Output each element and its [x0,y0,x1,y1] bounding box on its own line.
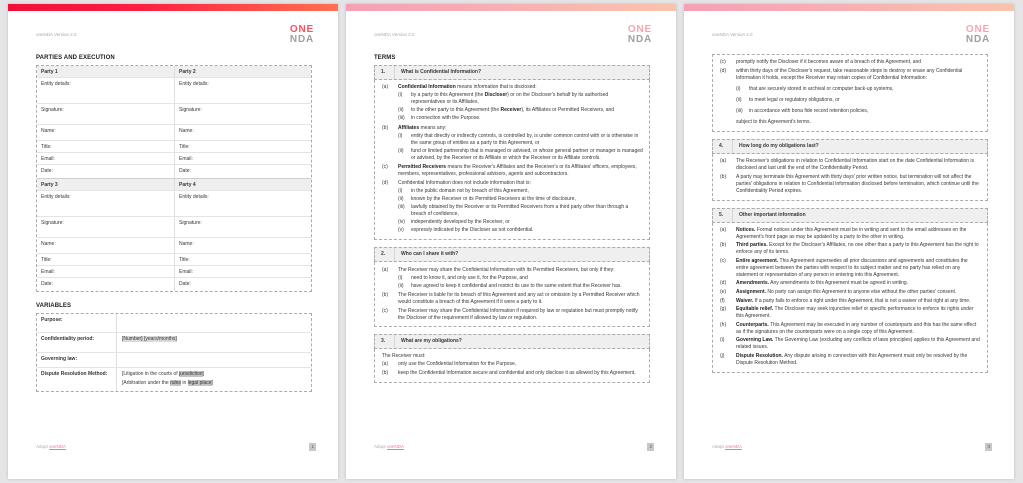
footer-prefix: Adopt [374,444,386,450]
subitem-text: by a party to this Agreement (the Discloser) or on the Discloser's behalf by its authorised representatives or its Affiliates, [411,92,609,106]
variables-row [37,332,311,352]
party-field-label: Entity details: [41,193,71,200]
onenda-logo [628,25,652,44]
item-label: (d) [720,67,727,74]
term-item [713,298,981,305]
term-subitem [398,219,643,226]
term-section-body [712,154,988,200]
term-item [713,242,981,256]
party-field-label: Date: [41,280,53,287]
section-number: 5. [713,209,733,222]
term-subitem [398,188,643,195]
section-title: Who can I share it with? [401,251,459,258]
term-subitem [398,133,643,147]
term-section-header [712,139,988,154]
term-section-body [374,349,650,382]
party-table-row [37,216,311,237]
subitem-label: (ii) [398,107,404,114]
term-section-header [374,334,650,349]
subitem-text: to the other party to this Agreement (the Receiver), its Affiliates or Permitted Receivers, and [411,107,615,114]
item-label: (c) [720,257,726,264]
term-item [713,353,981,367]
term-subitem [736,108,981,115]
onenda-logo [290,25,314,44]
term-item [713,337,981,351]
parties-heading: PARTIES AND EXECUTION [36,55,115,61]
item-label: (h) [720,321,727,328]
item-text: Dispute Resolution. Any dispute arising in connection with this Agreement must only be resolved by the Dispute Resolution Method. [736,353,968,366]
page-header [346,11,676,44]
section-title: What are my obligations? [401,338,462,345]
section-title: What is Confidential Information? [401,69,481,75]
term-item [375,180,643,235]
subitem-text: need to know it, and only use it, for the Purpose, and [411,274,528,281]
item-text: Waiver. If a party fails to enforce a right under this Agreement, that is not a waiver of that right at any time. [736,297,971,304]
party-header-cell: Party 3 [41,181,58,188]
page-body [684,54,1014,373]
highlighted-field: rules [170,379,181,386]
item-text: within thirty days of the Discloser's request, take reasonable steps to destroy or erase any Confidential Information it holds, except the Receiver may retain copies of Confidential Information: (i) that are securely stored in archival or computer back-up systems, (ii) to meet legal or regulatory obligations, or (iii) in accordance with bona fide record retention policies, subject to this Agreement's terms. [736,68,981,127]
item-label: (a) [382,84,389,91]
subitem-label: (i) [398,92,403,99]
party-header-cell: Party 2 [174,66,311,77]
item-label: (b) [382,124,389,131]
item-text: keep the Confidential Information secure and confidential and only disclose it as allowed by this Agreement, [398,370,636,377]
subitem-text: expressly indicated by the Discloser as not confidential. [411,226,534,233]
item-label: (a) [720,158,727,165]
party-field-label: Email: [174,266,311,277]
party-field-label: Name: [174,125,311,140]
subitem-text: that are securely stored in archival or computer back-up systems, [749,85,894,92]
term-section [374,334,650,382]
party-field-label: Signature: [41,106,64,113]
variable-label: Dispute Resolution Method: [37,368,117,391]
subitem-label: (iv) [398,218,405,225]
term-section-body [712,223,988,373]
subitem-text: have agreed to keep it confidential and restrict its use to the same extent that the Receiver has. [411,282,622,289]
item-label: (b) [382,370,389,377]
party-field-label: Signature: [174,104,311,124]
item-text: Governing Law. The Governing Law (excluding any conflicts of laws principles) applies to this Agreement and related issues. [736,337,980,351]
term-section-header [374,65,650,80]
term-section-body [712,54,988,132]
item-label: (a) [720,226,727,233]
variable-value [117,368,311,391]
party-table-row [37,124,311,140]
term-subitem [736,97,981,104]
logo-nda-text: NDA [965,33,990,45]
item-label: (e) [720,289,727,296]
variable-value-line [122,336,306,342]
party-table-row [37,253,311,265]
party-field-label: Name: [41,127,56,134]
item-text: promptly notify the Discloser if it becomes aware of a breach of this Agreement, and [736,59,922,66]
subitem-text: in accordance with bona fide record retention policies, [749,107,869,114]
section-number: 4. [713,140,733,153]
variable-value-line: [Litigation in the courts of jurisdiction] [122,371,204,377]
term-section [374,247,650,327]
item-text: Confidential Information means information that is disclosed: (i) by a party to this Agreement (the Discloser) or on the Discloser's behalf by its authorised representatives or its Affiliates, (ii) to the other party to this Agreement (the Receiver), its Affiliates or Permitted Receivers, and (iii) in connection with the Purpose. [398,84,643,123]
party-table-row [37,277,311,291]
subitem-text: lawfully obtained by the Receiver or its Permitted Receivers from a third party other than through a breach of confidence, [411,203,629,217]
party-field-label: Entity details: [174,191,311,216]
item-label: (c) [382,307,388,314]
term-item [375,308,643,322]
item-text: Equitable relief. The Discloser may seek injunctive relief or specific performance to enforce its rights under this Agreement. [736,306,974,320]
accent-bar [346,4,676,11]
subitem-label: (iii) [398,203,405,210]
subitem-text: to meet legal or regulatory obligations, or [749,96,840,103]
party-field-label: Email: [41,155,55,162]
subitem-text: known by the Receiver or its Permitted Receivers at the time of disclosure, [411,195,576,202]
item-tail: subject to this Agreement's terms. [736,118,811,125]
party-header-cell: Party 1 [41,68,58,75]
term-item [375,361,643,368]
term-subitem [398,115,643,122]
party-field-label: Date: [174,278,311,291]
variable-label: Confidentiality period: [37,333,117,352]
party-field-label: Name: [41,240,56,247]
term-subitem [398,283,643,290]
term-subitem [398,275,643,282]
term-subitem [398,107,643,114]
page-footer [374,443,654,452]
logo-nda-text: NDA [289,33,314,45]
section-number: 1. [375,66,395,79]
accent-bar [8,4,338,11]
term-section-body [374,80,650,240]
highlighted-field: jurisdiction [178,371,203,377]
term-item [375,292,643,306]
subitem-label: (i) [398,132,403,139]
item-label: (j) [720,353,725,359]
party-field-label: Title: [174,254,311,265]
term-subitem [398,196,643,203]
subitem-text: entity that directly or indirectly controls, is controlled by, is under common control with or is otherwise in the same group of entities as a party to this Agreement, or [411,132,639,146]
item-label: (b) [720,242,727,249]
item-label: (d) [720,280,727,287]
subitem-label: (iii) [736,107,743,114]
term-item [713,306,981,320]
party-field-label: Date: [174,165,311,178]
page-number-field: 2 [649,444,652,449]
page-1 [8,4,338,479]
subitem-text: in the public domain not by breach of this Agreement, [411,187,529,194]
item-text: The Receiver may share the Confidential Information with its Permitted Receivers, but only if they: (i) need to know it, and only use it, for the Purpose, and (ii) have agreed to keep it confidential and restrict its use to the same extent that the Receiver has. [398,267,643,291]
version-label: oneNDA Version 2.0 [374,32,415,37]
term-section-body [374,262,650,327]
item-label: (i) [720,337,725,344]
section-intro: The Receiver must: [382,352,426,359]
party-table-row [37,237,311,253]
variable-value [117,353,311,367]
term-item [713,258,981,279]
item-text: Notices. Formal notices under this Agreement must be in writing and sent to the email addresses on the Agreement's front page as may be updated by a party to the other in writing. [736,226,967,240]
section-title: Other important information [739,211,806,218]
item-text: Permitted Receivers means the Receiver's Affiliates and the Receiver's or its Affiliates' officers, employees, members, representatives, professional advisors, agents and subcontractors. [398,164,637,178]
version-label: oneNDA Version 2.0 [36,32,77,37]
item-label: (a) [382,266,389,273]
onenda-link[interactable]: oneNDA [725,444,743,450]
item-text: only use the Confidential Information for the Purpose, [398,361,517,368]
accent-bar [684,4,1014,11]
highlighted-field: [Number] [years/months] [122,336,177,342]
party-field-label: Signature: [41,219,64,226]
subitem-label: (ii) [736,96,742,103]
footer-prefix: Adopt [712,444,724,450]
page-footer [36,443,316,452]
term-item [713,59,981,66]
variable-value [117,333,311,352]
variables-table [36,313,312,392]
term-item [713,322,981,336]
page-body [8,55,338,392]
term-item [713,280,981,287]
section-number: 3. [375,335,395,348]
terms-sections [374,65,650,383]
variable-value-line: [Arbitration under the rules in legal place] [122,379,213,386]
party-field-label: Entity details: [174,78,311,103]
term-subitem [736,86,981,93]
logo-one-text: ONE [965,24,990,35]
term-item [375,125,643,163]
term-section [712,139,988,200]
item-text: A party may terminate this Agreement with thirty days' prior written notice, but termination will not affect the parties' obligations in relation to Confidential Information disclosed before termination, which continue until the Confidentiality Period expires. [736,173,979,194]
page-footer [712,443,992,452]
terms-heading: TERMS [374,55,396,61]
subitem-text: independently developed by the Receiver, or [411,218,510,225]
page-3 [684,4,1014,479]
term-subitem [398,227,643,234]
variable-label: Governing law: [37,353,117,367]
item-label: (g) [720,306,727,313]
item-text: The Receiver may share the Confidential Information if required by law or regulation but must promptly notify the Discloser of the requirement if allowed by law or regulation. [398,307,638,321]
item-label: (a) [382,361,389,368]
item-text: Affiliates means any: (i) entity that directly or indirectly controls, is controlled by, is under common control with or is otherwise in the same group of entities as a party to this Agreement, or (ii) fund or limited partnership that is managed or advised, or whose general partner or manager is managed or advised, by the Receiver or its Affiliate or which the Receiver or its Affiliate controls. [398,124,643,161]
item-label: (b) [382,292,389,299]
subitem-label: (v) [398,226,404,233]
party-field-label: Entity details: [41,80,71,87]
party-field-label: Title: [174,141,311,152]
page-number-field: 3 [987,444,990,449]
logo-nda-text: NDA [627,33,652,45]
page-header [684,11,1014,44]
variable-label: Purpose: [37,314,117,332]
footer-prefix: Adopt [36,444,48,450]
subitem-label: (ii) [398,282,404,289]
item-label: (c) [720,59,726,66]
footer-adopt [374,444,404,449]
subitem-label: (iii) [398,115,405,122]
parties-table [36,65,312,292]
terms-sections [712,54,988,373]
subitem-label: (i) [736,85,741,92]
party-header-row [37,66,311,77]
footer-adopt [36,444,66,449]
term-item [713,158,981,172]
variables-row [37,352,311,367]
item-text: Confidential Information does not include information that is: (i) in the public domain not by breach of this Agreement, (ii) known by the Receiver or its Permitted Receivers at the time of disclosure, (iii) lawfully obtained by the Receiver or its Permitted Receivers from a third party other than through a breach of confidence, (iv) independently developed by the Receiver, or (v) expressly indicated by the Discloser as not confidential. [398,180,643,235]
version-label: oneNDA Version 2.0 [712,32,753,37]
party-table-row [37,140,311,152]
section-title: How long do my obligations last? [739,143,819,150]
term-section-header [374,247,650,262]
term-item [713,68,981,127]
onenda-link[interactable]: oneNDA [387,444,405,450]
term-subitem [398,92,643,106]
party-header-cell: Party 4 [174,179,311,190]
page-body [346,55,676,383]
item-text: Entire agreement. This Agreement supersedes all prior discussions and agreements and constitutes the entire agreement between the parties with respect to its subject matter and no party has relied on any statement or representation of any person in entering into this Agreement. [736,257,968,278]
party-field-label: Title: [41,143,52,150]
item-text: Third parties. Except for the Discloser's Affiliates, no one other than a party to this Agreement has the right to enforce any of its terms. [736,242,979,256]
item-text: Counterparts. This Agreement may be executed in any number of counterparts and this has the same effect as if the signatures on the counterparts were on a single copy of this Agreement. [736,321,977,335]
item-text: The Receiver's obligations in relation to Confidential Information start on the date Confidential Information is disclosed and last until the end of the Confidentiality Period. [736,158,975,172]
term-item [375,164,643,178]
term-item [713,227,981,241]
term-section-header [712,208,988,223]
party-header-row [37,178,311,190]
subitem-label: (i) [398,274,403,281]
party-field-label: Signature: [174,217,311,237]
party-field-label: Title: [41,256,52,263]
term-subitem [398,204,643,218]
term-item [713,289,981,296]
variable-value [117,314,311,332]
item-text: Assignment. No party can assign this Agreement to anyone else without the other parties' consent. [736,289,957,296]
variables-row [37,314,311,332]
party-field-label: Email: [174,153,311,164]
party-table-row [37,190,311,216]
onenda-link[interactable]: oneNDA [49,444,67,450]
party-table-row [37,77,311,103]
item-text: The Receiver is liable for its breach of this Agreement and any act or omission by a Permitted Receiver which would constitute a breach of this Agreement if it were a party to it. [398,292,640,306]
term-subitem [398,148,643,162]
party-field-label: Name: [174,238,311,253]
term-section [374,65,650,240]
party-field-label: Date: [41,167,53,174]
section-number: 2. [375,248,395,261]
term-section [712,54,988,132]
subitem-label: (i) [398,187,403,194]
subitem-label: (ii) [398,147,404,154]
subitem-label: (ii) [398,195,404,202]
term-section [712,208,988,373]
party-table-row [37,103,311,124]
party-field-label: Email: [41,268,55,275]
variables-row [37,367,311,391]
item-label: (d) [382,179,389,186]
subitem-text: in connection with the Purpose. [411,115,481,122]
party-table-row [37,164,311,178]
term-item [713,174,981,195]
footer-adopt [712,444,742,449]
page-header [8,11,338,44]
party-table-row [37,152,311,164]
page-number-field: 1 [311,444,314,449]
highlighted-field: legal place [187,379,212,386]
page-2 [346,4,676,479]
item-label: (b) [720,173,727,180]
term-item [375,84,643,123]
variables-heading: VARIABLES [36,303,72,309]
subitem-text: fund or limited partnership that is managed or advised, or whose general partner or manager is managed or advised, by the Receiver or its Affiliate or which the Receiver or its Affiliate controls. [411,147,643,161]
item-label: (f) [720,297,725,304]
item-label: (c) [382,164,388,171]
logo-one-text: ONE [289,24,314,35]
term-item [375,370,643,377]
onenda-logo [966,25,990,44]
term-item [375,267,643,291]
item-text: Amendments. Any amendments to this Agreement must be agreed in writing. [736,280,909,287]
party-table-row [37,265,311,277]
logo-one-text: ONE [627,24,652,35]
